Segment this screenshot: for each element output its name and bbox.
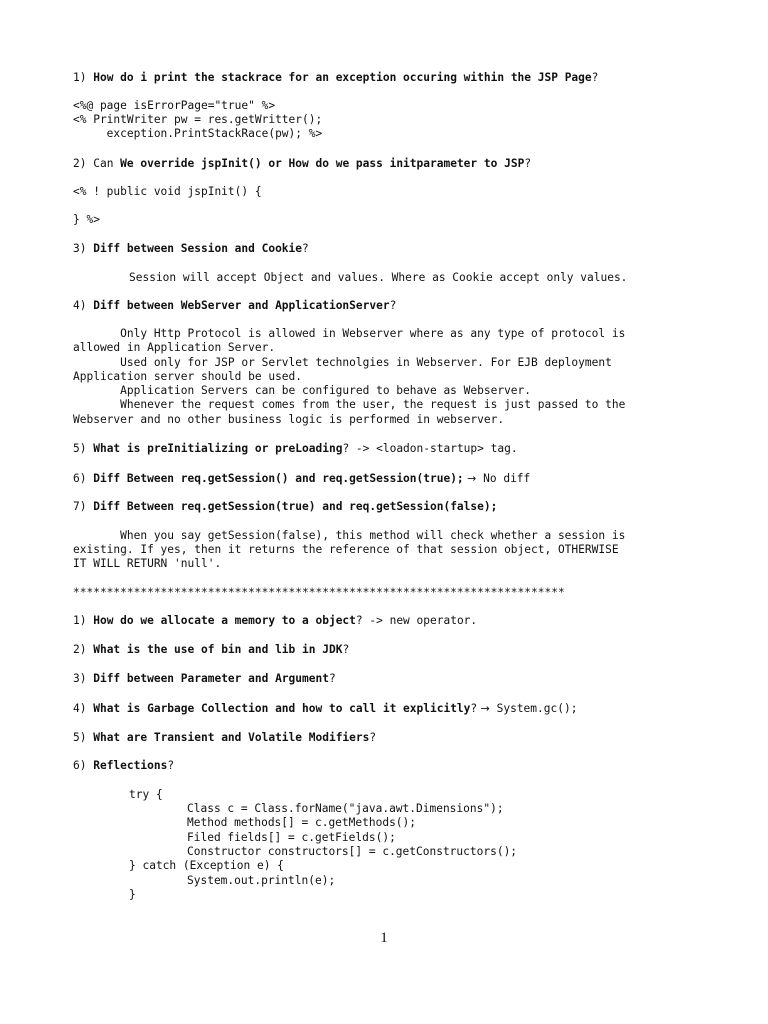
answer-4-line: Application Servers can be configured to behave as Webserver. bbox=[73, 384, 532, 397]
answer-4-line: Webserver and no other business logic is performed in webserver. bbox=[73, 413, 505, 426]
answer-7-line: IT WILL RETURN 'null'. bbox=[73, 557, 222, 570]
right-arrow-icon: → bbox=[477, 702, 490, 715]
question-4: 4) Diff between WebServer and ApplicationServer? bbox=[73, 299, 397, 312]
code-line: Constructor constructors[] = c.getConstructors(); bbox=[187, 845, 518, 858]
answer-4-line: Application server should be used. bbox=[73, 370, 303, 383]
code-line: try { bbox=[129, 788, 163, 801]
page-number: 1 bbox=[380, 930, 388, 946]
answer-4-line: Only Http Protocol is allowed in Webserver where as any type of protocol is bbox=[73, 327, 626, 340]
code-line: <% PrintWriter pw = res.getWritter(); bbox=[73, 113, 323, 126]
question-6: 6) Diff Between req.getSession() and req.getSession(true); → No diff bbox=[73, 472, 531, 485]
answer-7-line: existing. If yes, then it returns the reference of that session object, OTHERWISE bbox=[73, 543, 619, 556]
question-1: 1) How do i print the stackrace for an exception occuring within the JSP Page? bbox=[73, 71, 599, 84]
question-2-4: 4) What is Garbage Collection and how to call it explicitly? → System.gc(); bbox=[73, 702, 578, 715]
answer-4-line: allowed in Application Server. bbox=[73, 341, 276, 354]
code-line: System.out.println(e); bbox=[187, 874, 336, 887]
question-3: 3) Diff between Session and Cookie? bbox=[73, 242, 309, 255]
code-line: } bbox=[129, 888, 136, 901]
answer-3: Session will accept Object and values. Where as Cookie accept only values. bbox=[129, 271, 628, 284]
answer-4-line: Whenever the request comes from the user, the request is just passed to the bbox=[73, 398, 626, 411]
question-2-1: 1) How do we allocate a memory to a object? -> new operator. bbox=[73, 614, 478, 627]
question-2: 2) Can We override jspInit() or How do we pass initparameter to JSP? bbox=[73, 157, 532, 170]
answer-7-line: When you say getSession(false), this method will check whether a session is bbox=[73, 529, 626, 542]
answer-4-line: Used only for JSP or Servlet technolgies in Webserver. For EJB deployment bbox=[73, 356, 612, 369]
question-2-2: 2) What is the use of bin and lib in JDK? bbox=[73, 643, 350, 656]
question-7: 7) Diff Between req.getSession(true) and req.getSession(false); bbox=[73, 500, 498, 513]
question-5: 5) What is preInitializing or preLoading? -> <loadon-startup> tag. bbox=[73, 442, 518, 455]
code-line: <%@ page isErrorPage="true" %> bbox=[73, 99, 276, 112]
code-line: } %> bbox=[73, 213, 100, 226]
code-line: <% ! public void jspInit() { bbox=[73, 185, 262, 198]
code-line: } catch (Exception e) { bbox=[129, 859, 284, 872]
code-line: Class c = Class.forName("java.awt.Dimensions"); bbox=[187, 802, 504, 815]
question-2-5: 5) What are Transient and Volatile Modifiers? bbox=[73, 731, 377, 744]
code-line: Method methods[] = c.getMethods(); bbox=[187, 816, 417, 829]
question-2-3: 3) Diff between Parameter and Argument? bbox=[73, 672, 336, 685]
right-arrow-icon: → bbox=[463, 472, 477, 485]
question-2-6: 6) Reflections? bbox=[73, 759, 175, 772]
code-line: Filed fields[] = c.getFields(); bbox=[187, 831, 396, 844]
section-separator: ************************************************************************* bbox=[73, 586, 565, 599]
code-line: exception.PrintStackRace(pw); %> bbox=[73, 127, 323, 140]
